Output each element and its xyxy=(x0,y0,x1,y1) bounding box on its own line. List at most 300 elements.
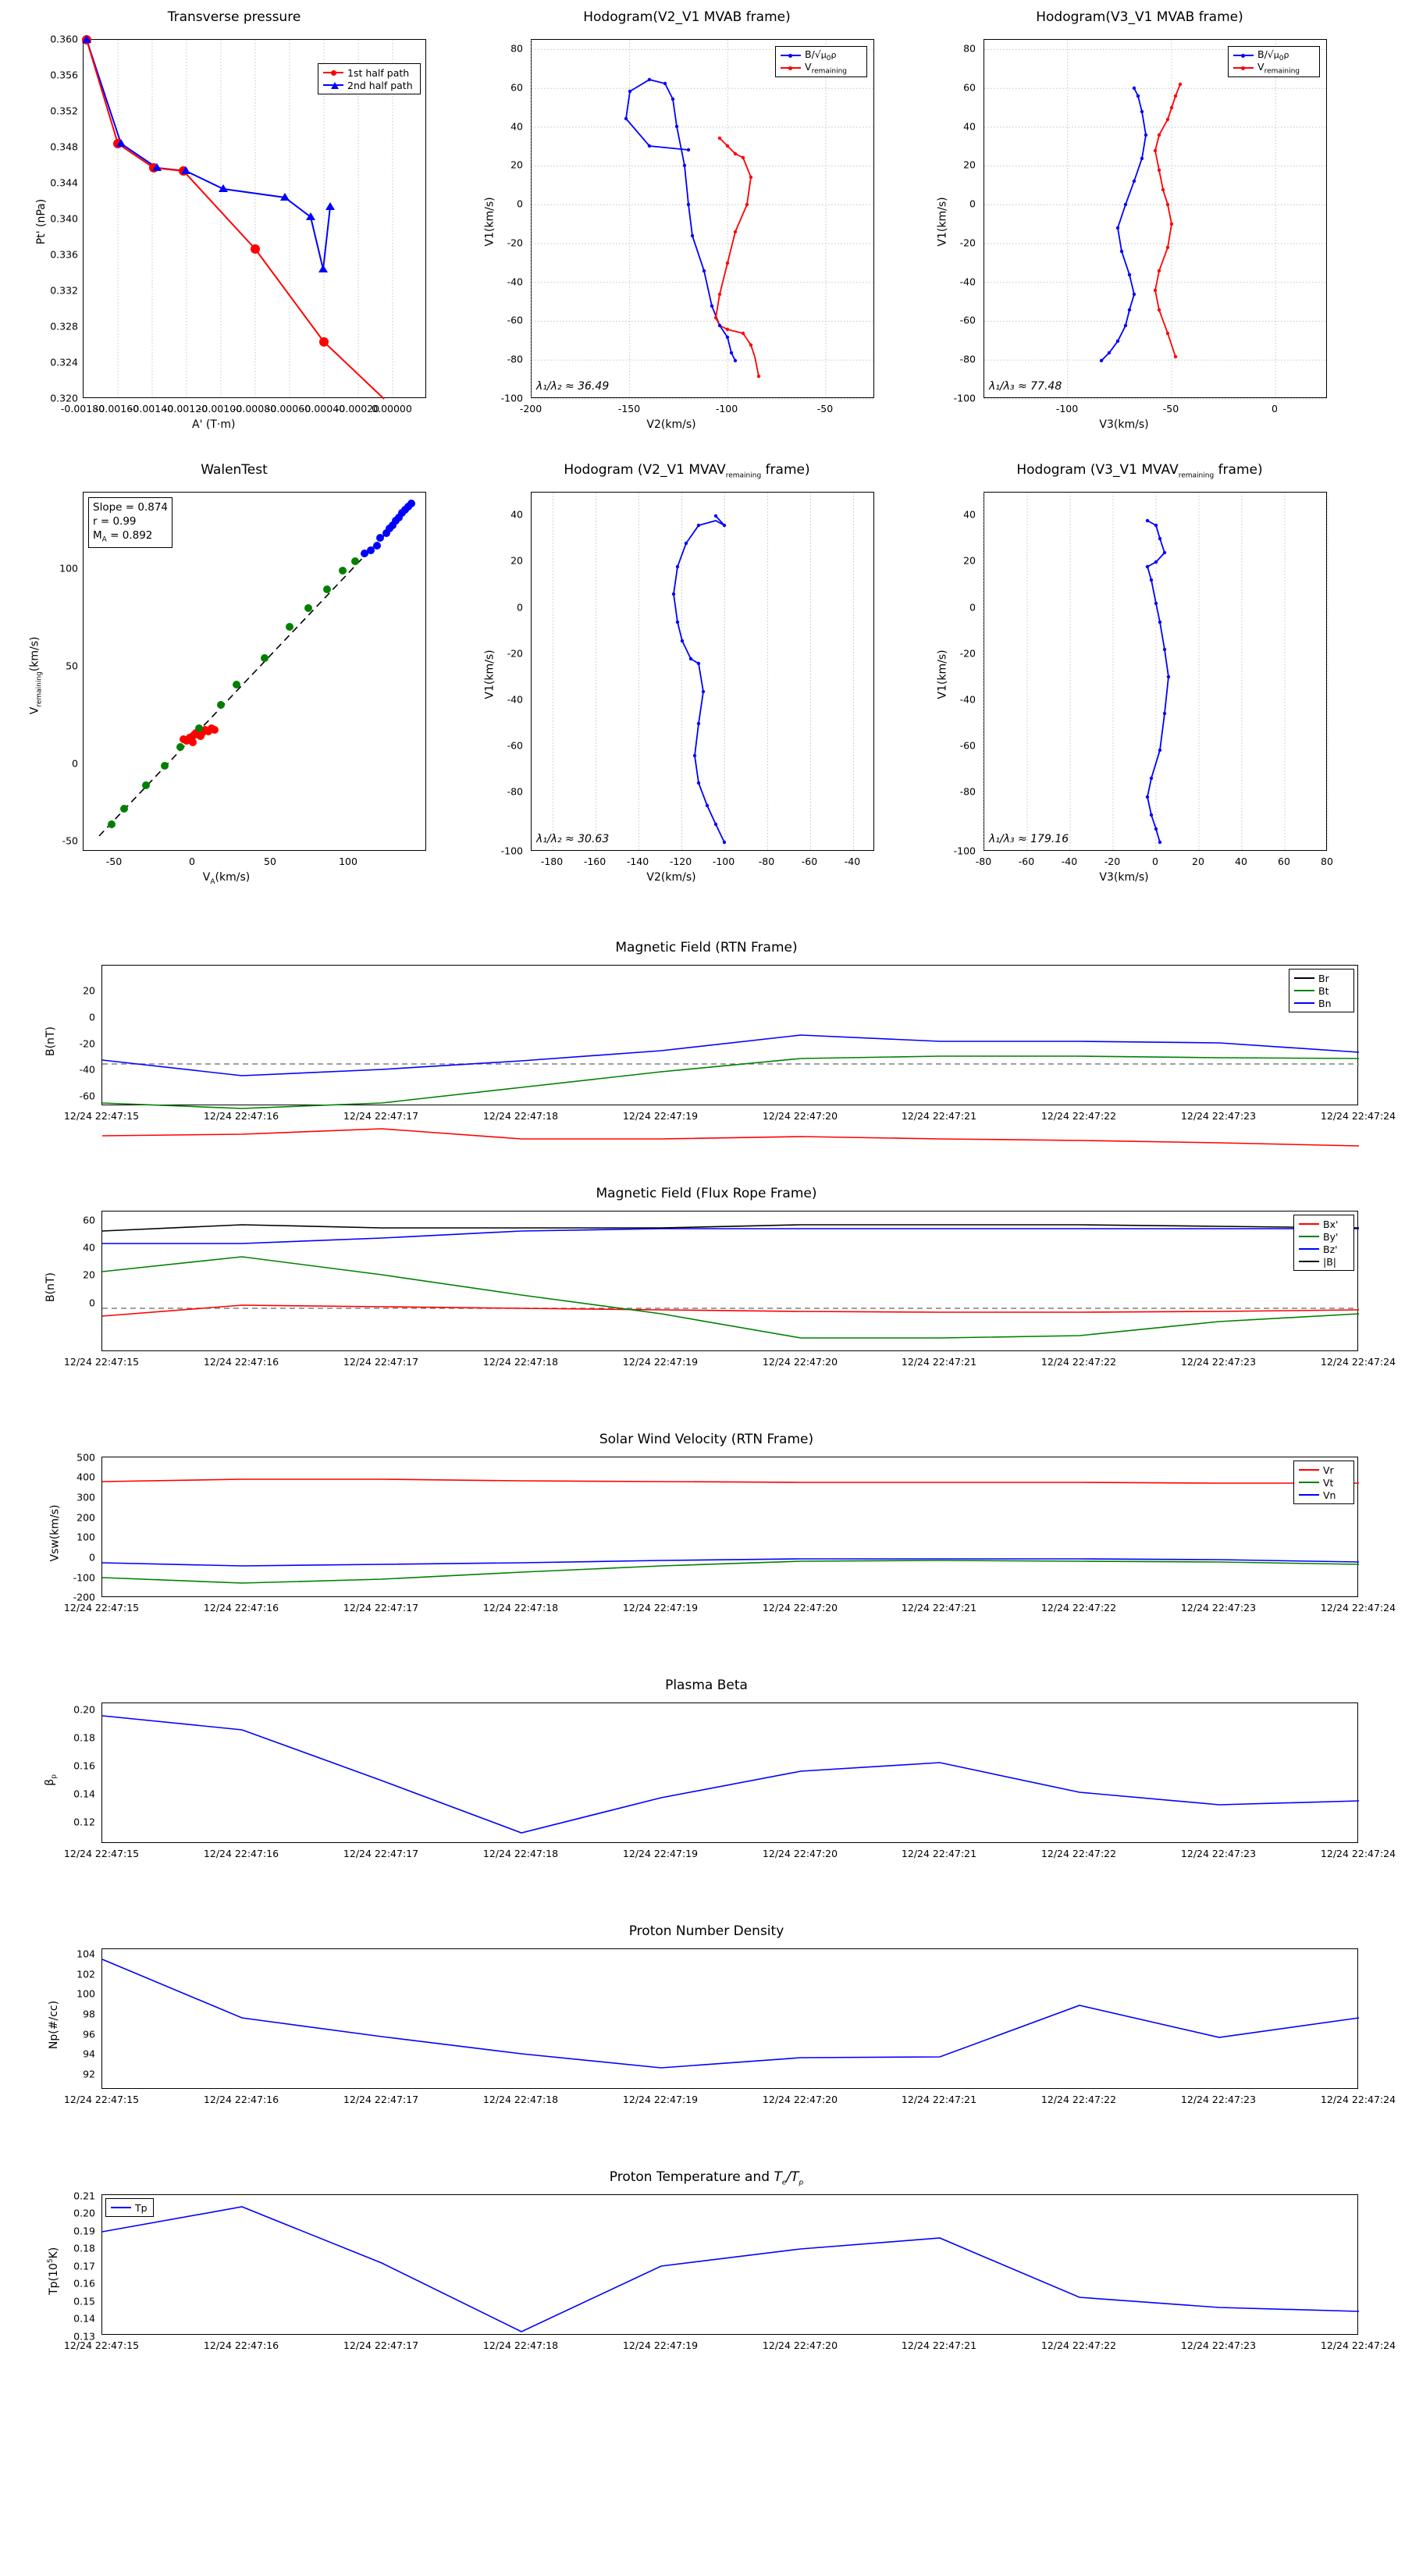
plot-svg xyxy=(102,2195,1359,2336)
plot-svg xyxy=(984,493,1328,852)
xtick-time: 12/24 22:47:21 xyxy=(901,1602,977,1614)
series-group3-blue xyxy=(361,500,415,557)
y-axis-label: $V_{remaining}(km/s)$ xyxy=(28,636,44,715)
ytick: -100 xyxy=(953,845,976,857)
legend-row xyxy=(1299,1218,1349,1230)
ytick: 92 xyxy=(83,2068,95,2080)
xtick-time: 12/24 22:47:22 xyxy=(1040,2339,1117,2351)
legend-label: Vt xyxy=(1323,1476,1334,1489)
xtick: -50 xyxy=(816,403,834,415)
ytick: -100 xyxy=(953,392,976,404)
legend-label: 2nd half path xyxy=(347,79,413,91)
ytick: 0 xyxy=(72,757,78,770)
plot-area xyxy=(101,1948,1358,2089)
xtick-time: 12/24 22:47:15 xyxy=(63,1110,140,1122)
xtick-time: 12/24 22:47:22 xyxy=(1040,1110,1117,1122)
panel-title: Magnetic Field (RTN Frame) xyxy=(615,940,798,955)
plot-svg xyxy=(102,1457,1359,1598)
legend-label: Br xyxy=(1318,972,1329,984)
series-Bmag xyxy=(102,1225,1359,1231)
series-proton-temperature xyxy=(102,2207,1359,2332)
y-axis-label: Pt' (nPa) xyxy=(35,198,48,245)
legend-row xyxy=(1233,49,1314,62)
legend-row xyxy=(1299,1489,1349,1501)
xtick: -100 xyxy=(712,856,735,867)
xtick: -0.00080 xyxy=(232,403,277,415)
plot-svg xyxy=(984,40,1328,399)
xtick-time: 12/24 22:47:18 xyxy=(482,1110,559,1122)
plot-area xyxy=(83,39,426,398)
x-axis-label: V3(km/s) xyxy=(1099,871,1149,884)
panel-title: Proton Temperature and $T_e/T_p$ xyxy=(609,2169,804,2187)
ytick: -20 xyxy=(959,647,976,660)
gridlines xyxy=(553,493,854,852)
xtick: -0.00160 xyxy=(94,403,140,415)
series-b-markers xyxy=(1146,519,1170,844)
plot-area xyxy=(984,39,1327,398)
gridlines xyxy=(984,493,1328,852)
ytick: 0.21 xyxy=(73,2190,95,2202)
x-axis-label: V2(km/s) xyxy=(646,871,696,884)
ytick: 100 xyxy=(76,1987,95,2000)
xtick-time: 12/24 22:47:16 xyxy=(203,2339,279,2351)
ytick: 0.16 xyxy=(73,1759,95,1772)
legend-row xyxy=(1294,997,1349,1009)
xtick-time: 12/24 22:47:20 xyxy=(762,1110,838,1122)
xtick-time: 12/24 22:47:17 xyxy=(343,1602,419,1614)
xtick: 0 xyxy=(1152,856,1158,867)
ytick: 0 xyxy=(969,197,976,210)
ytick: -60 xyxy=(959,314,976,326)
xtick: 80 xyxy=(1321,856,1333,867)
legend-row xyxy=(1233,62,1314,74)
ytick: -50 xyxy=(62,834,78,847)
xtick-time: 12/24 22:47:20 xyxy=(762,2094,838,2105)
series-Br xyxy=(102,1129,1359,1146)
ytick: 50 xyxy=(66,660,78,672)
legend-label: |B| xyxy=(1323,1255,1336,1268)
xtick: -0.00140 xyxy=(129,403,174,415)
ytick: 0.17 xyxy=(73,2260,95,2272)
ytick: 0.320 xyxy=(50,392,78,404)
ytick: 0 xyxy=(517,197,523,210)
ytick: 20 xyxy=(510,554,523,567)
legend-row xyxy=(1294,984,1349,997)
legend-row xyxy=(781,62,862,74)
walen-slope: Slope = 0.874 xyxy=(93,501,168,514)
ytick: 0.14 xyxy=(73,2312,95,2325)
legend-label: Bz' xyxy=(1323,1243,1338,1255)
xtick-time: 12/24 22:47:18 xyxy=(482,1602,559,1614)
panel-title: Proton Number Density xyxy=(628,1923,784,1939)
series-plasma-beta xyxy=(102,1716,1359,1833)
legend-line-br xyxy=(1294,977,1314,979)
x-axis-label: V2(km/s) xyxy=(646,418,696,431)
ytick: 20 xyxy=(83,1268,95,1281)
ytick: -100 xyxy=(500,392,523,404)
series-By xyxy=(102,1257,1359,1338)
y-axis-label: B(nT) xyxy=(44,1272,57,1302)
series-Bz xyxy=(102,1229,1359,1244)
xtick: -100 xyxy=(1055,403,1079,415)
legend-label: Vn xyxy=(1323,1489,1336,1501)
legend-row xyxy=(1299,1230,1349,1243)
series-b-alfven xyxy=(626,80,735,361)
legend-line-blue xyxy=(781,55,801,56)
xtick-time: 12/24 22:47:17 xyxy=(343,1848,419,1859)
xtick: -0.00100 xyxy=(197,403,243,415)
xtick-time: 12/24 22:47:21 xyxy=(901,1848,977,1859)
xtick-time: 12/24 22:47:15 xyxy=(63,1848,140,1859)
xtick-time: 12/24 22:47:17 xyxy=(343,1110,419,1122)
series-v-remaining xyxy=(716,138,759,376)
ytick: 98 xyxy=(83,2008,95,2020)
series-Bn xyxy=(102,1035,1359,1076)
xtick-time: 12/24 22:47:21 xyxy=(901,2339,977,2351)
xtick-time: 12/24 22:47:22 xyxy=(1040,1356,1117,1368)
x-axis-label: A' (T·m) xyxy=(192,418,236,431)
xtick-time: 12/24 22:47:24 xyxy=(1320,1356,1396,1368)
legend-velocity xyxy=(1293,1461,1354,1504)
gridlines xyxy=(532,40,875,399)
ytick: 0 xyxy=(89,1551,95,1564)
ytick: 100 xyxy=(59,562,78,575)
ytick: 0.18 xyxy=(73,1731,95,1744)
series-2nd-half-path xyxy=(87,40,330,269)
xtick-time: 12/24 22:47:23 xyxy=(1180,2339,1257,2351)
xtick-time: 12/24 22:47:19 xyxy=(622,2339,699,2351)
xtick: 100 xyxy=(339,856,357,867)
xtick-time: 12/24 22:47:15 xyxy=(63,1356,140,1368)
ytick: 40 xyxy=(510,120,523,133)
y-axis-label: V1(km/s) xyxy=(483,649,496,699)
ytick: 0.18 xyxy=(73,2242,95,2254)
eigenvalue-ratio-annotation: λ₁/λ₂ ≈ 30.63 xyxy=(536,833,610,845)
legend-row xyxy=(781,49,862,62)
legend-line-bx xyxy=(1299,1223,1319,1225)
legend-line-tp xyxy=(111,2207,131,2208)
legend-line-red xyxy=(1233,67,1254,69)
legend-proton-temperature xyxy=(105,2198,154,2217)
walen-ma: $M_A = 0.892$ xyxy=(93,529,153,545)
legend-label: Bx' xyxy=(1323,1218,1339,1230)
ytick: 0.356 xyxy=(50,69,78,81)
plot-svg xyxy=(102,1949,1359,2090)
xtick-time: 12/24 22:47:16 xyxy=(203,2094,279,2105)
series-b-alfven xyxy=(674,516,724,842)
legend-row xyxy=(323,66,415,79)
x-axis-label: $V_A(km/s)$ xyxy=(202,871,251,886)
xtick: 0 xyxy=(1272,403,1278,415)
xtick-time: 12/24 22:47:24 xyxy=(1320,1110,1396,1122)
xtick: -60 xyxy=(801,856,818,867)
xtick-time: 12/24 22:47:23 xyxy=(1180,2094,1257,2105)
xtick: -60 xyxy=(1018,856,1035,867)
legend-line-blue xyxy=(1233,55,1254,56)
ytick: 94 xyxy=(83,2048,95,2060)
xtick-time: 12/24 22:47:18 xyxy=(482,1848,559,1859)
plot-area xyxy=(83,492,426,851)
ytick: 200 xyxy=(76,1511,95,1524)
ytick: -20 xyxy=(507,237,523,249)
ytick: -60 xyxy=(959,739,976,752)
plot-area xyxy=(101,1703,1358,1843)
xtick: -0.00060 xyxy=(266,403,311,415)
xtick-time: 12/24 22:47:15 xyxy=(63,2094,140,2105)
x-axis-label: V3(km/s) xyxy=(1099,418,1149,431)
xtick: -180 xyxy=(540,856,564,867)
ytick: 102 xyxy=(76,1968,95,1980)
panel-hodogram-v2v1-mvab xyxy=(483,9,890,431)
xtick: 0.00000 xyxy=(372,403,412,415)
xtick: -100 xyxy=(715,403,738,415)
ytick: 0.13 xyxy=(73,2330,95,2343)
ytick: 96 xyxy=(83,2028,95,2041)
ytick: 0 xyxy=(517,601,523,614)
plot-area xyxy=(101,965,1358,1105)
ytick: 0.12 xyxy=(73,1816,95,1828)
ytick: 0.348 xyxy=(50,141,78,153)
panel-title: WalenTest xyxy=(201,462,268,478)
ytick: 40 xyxy=(510,508,523,521)
panel-proton-temperature xyxy=(47,2169,1396,2377)
y-axis-label: $Tp(10^5K)$ xyxy=(47,2247,60,2295)
panel-solar-wind-velocity-rtn xyxy=(47,1432,1396,1639)
ytick: -20 xyxy=(507,647,523,660)
xtick-time: 12/24 22:47:16 xyxy=(203,1848,279,1859)
series-Vr xyxy=(102,1479,1359,1483)
ytick: 104 xyxy=(76,1948,95,1960)
legend-hodogram-2 xyxy=(1228,46,1320,77)
ytick: -60 xyxy=(507,314,523,326)
ytick: 0.336 xyxy=(50,248,78,261)
panel-title: Hodogram (V2_V1 $MVAV_{remaining}$ frame) xyxy=(564,462,810,480)
legend-line-red xyxy=(323,72,343,73)
legend-line-vt xyxy=(1299,1482,1319,1483)
panel-title: Magnetic Field (Flux Rope Frame) xyxy=(596,1186,817,1201)
ytick: 40 xyxy=(963,120,976,133)
ytick: 500 xyxy=(76,1451,95,1464)
xtick-time: 12/24 22:47:24 xyxy=(1320,2339,1396,2351)
panel-title: Hodogram(V2_V1 MVAB frame) xyxy=(583,9,791,25)
ytick: 0 xyxy=(969,601,976,614)
xtick-time: 12/24 22:47:23 xyxy=(1180,1602,1257,1614)
series-2nd-half-markers xyxy=(82,35,335,272)
legend-label: $V_{remaining}$ xyxy=(1257,60,1300,76)
legend-row xyxy=(111,2201,148,2214)
ytick: -40 xyxy=(507,693,523,706)
legend-row xyxy=(1299,1243,1349,1255)
ytick: -20 xyxy=(79,1037,95,1050)
plot-area xyxy=(101,1457,1358,1597)
y-axis-label: V1(km/s) xyxy=(936,649,949,699)
eigenvalue-ratio-annotation: λ₁/λ₃ ≈ 77.48 xyxy=(989,380,1062,393)
xtick-time: 12/24 22:47:20 xyxy=(762,1602,838,1614)
xtick: 20 xyxy=(1192,856,1204,867)
plot-svg xyxy=(532,493,875,852)
y-axis-label: $\beta_p$ xyxy=(43,1774,59,1786)
legend-label: $B/√\mu_0\rho$ xyxy=(1257,48,1289,63)
ytick: 400 xyxy=(76,1471,95,1483)
ytick: 80 xyxy=(963,42,976,55)
plot-svg xyxy=(102,1212,1359,1352)
legend-mag-flux-rope xyxy=(1293,1215,1354,1271)
series-v-remaining xyxy=(1155,84,1180,357)
ytick: -100 xyxy=(500,845,523,857)
series-Bx xyxy=(102,1305,1359,1316)
xtick: -0.00040 xyxy=(301,403,346,415)
ytick: 20 xyxy=(963,158,976,171)
ytick: 20 xyxy=(83,984,95,997)
ytick: 20 xyxy=(963,554,976,567)
panel-title: Hodogram (V3_V1 $MVAV_{remaining}$ frame) xyxy=(1016,462,1263,480)
xtick: -140 xyxy=(626,856,649,867)
ytick: -100 xyxy=(73,1571,95,1584)
ytick: 60 xyxy=(510,81,523,94)
eigenvalue-ratio-annotation: λ₁/λ₃ ≈ 179.16 xyxy=(989,833,1069,845)
ytick: 0.14 xyxy=(73,1788,95,1800)
xtick-time: 12/24 22:47:23 xyxy=(1180,1848,1257,1859)
panel-hodogram-v3v1-mvab xyxy=(936,9,1343,431)
ytick: -60 xyxy=(79,1090,95,1102)
xtick: 50 xyxy=(264,856,276,867)
legend-transverse-pressure xyxy=(318,63,421,94)
ytick: 0.15 xyxy=(73,2295,95,2307)
legend-label: Vr xyxy=(1323,1464,1334,1476)
ytick: 80 xyxy=(510,42,523,55)
xtick: -50 xyxy=(105,856,123,867)
ytick: -60 xyxy=(507,739,523,752)
ytick: -40 xyxy=(959,693,976,706)
legend-label: 1st half path xyxy=(347,66,410,79)
xtick-time: 12/24 22:47:17 xyxy=(343,1356,419,1368)
panel-walen-test xyxy=(28,462,437,886)
xtick-time: 12/24 22:47:21 xyxy=(901,1110,977,1122)
ytick: -40 xyxy=(507,276,523,288)
ytick: 0.20 xyxy=(73,1703,95,1716)
series-v-markers xyxy=(714,137,760,378)
legend-label: $B/√\mu_0\rho$ xyxy=(805,48,837,63)
panel-magnetic-field-flux-rope xyxy=(44,1186,1396,1393)
y-axis-label: V1(km/s) xyxy=(483,197,496,247)
panel-proton-number-density xyxy=(47,1923,1396,2131)
walen-r: r = 0.99 xyxy=(93,515,137,528)
series-proton-density xyxy=(102,1959,1359,2068)
xtick: -200 xyxy=(519,403,542,415)
ytick: -80 xyxy=(959,785,976,798)
plot-svg xyxy=(102,966,1359,1106)
xtick-time: 12/24 22:47:23 xyxy=(1180,1356,1257,1368)
xtick: 40 xyxy=(1235,856,1247,867)
xtick: -0.00020 xyxy=(335,403,380,415)
ytick: -200 xyxy=(73,1591,95,1603)
xtick-time: 12/24 22:47:19 xyxy=(622,1110,699,1122)
panel-hodogram-v2v1-mvav xyxy=(483,462,890,884)
ytick: -40 xyxy=(959,276,976,288)
xtick-time: 12/24 22:47:24 xyxy=(1320,2094,1396,2105)
xtick: -160 xyxy=(583,856,606,867)
xtick-time: 12/24 22:47:18 xyxy=(482,2094,559,2105)
legend-line-bz xyxy=(1299,1248,1319,1250)
ytick: 0 xyxy=(89,1297,95,1309)
xtick: -40 xyxy=(1061,856,1078,867)
ytick: 0.340 xyxy=(50,212,78,225)
ytick: -80 xyxy=(507,785,523,798)
plot-svg xyxy=(102,1703,1359,1844)
ytick: 60 xyxy=(83,1214,95,1226)
xtick: -150 xyxy=(617,403,641,415)
xtick-time: 12/24 22:47:22 xyxy=(1040,2094,1117,2105)
plot-area xyxy=(531,39,874,398)
xtick-time: 12/24 22:47:20 xyxy=(762,1356,838,1368)
xtick-time: 12/24 22:47:18 xyxy=(482,2339,559,2351)
legend-line-by xyxy=(1299,1236,1319,1237)
ytick: 40 xyxy=(83,1241,95,1254)
series-b-alfven xyxy=(1101,88,1146,361)
gridlines xyxy=(984,40,1328,399)
xtick: -40 xyxy=(844,856,861,867)
ytick: 0.328 xyxy=(50,320,78,333)
xtick-time: 12/24 22:47:16 xyxy=(203,1356,279,1368)
ytick: 0.332 xyxy=(50,284,78,297)
xtick-time: 12/24 22:47:19 xyxy=(622,1356,699,1368)
xtick-time: 12/24 22:47:22 xyxy=(1040,1848,1117,1859)
xtick-time: 12/24 22:47:18 xyxy=(482,1356,559,1368)
ytick: 40 xyxy=(963,508,976,521)
panel-title: Hodogram(V3_V1 MVAB frame) xyxy=(1036,9,1243,25)
xtick-time: 12/24 22:47:24 xyxy=(1320,1848,1396,1859)
panel-magnetic-field-rtn xyxy=(44,940,1396,1147)
legend-line-bmag xyxy=(1299,1261,1319,1262)
plot-svg xyxy=(532,40,875,399)
ytick: -40 xyxy=(79,1063,95,1076)
series-v-markers xyxy=(1154,83,1182,358)
ytick: 0.20 xyxy=(73,2207,95,2219)
legend-line-bt xyxy=(1294,990,1314,991)
ytick: 0.324 xyxy=(50,356,78,368)
ytick: 20 xyxy=(510,158,523,171)
y-axis-label: V1(km/s) xyxy=(936,197,949,247)
legend-row xyxy=(323,79,415,91)
legend-row xyxy=(1299,1464,1349,1476)
xtick-time: 12/24 22:47:17 xyxy=(343,2094,419,2105)
xtick: 0 xyxy=(189,856,195,867)
series-b-markers xyxy=(624,78,737,362)
legend-hodogram-1 xyxy=(775,46,867,77)
ytick: -80 xyxy=(959,353,976,365)
panel-transverse-pressure xyxy=(31,9,437,431)
series-b-markers xyxy=(672,514,726,844)
legend-mag-rtn xyxy=(1289,969,1354,1012)
xtick: -120 xyxy=(669,856,692,867)
xtick: -0.00180 xyxy=(60,403,105,415)
xtick: -0.00120 xyxy=(163,403,208,415)
y-axis-label: B(nT) xyxy=(44,1026,57,1056)
y-axis-label: Np(#/cc) xyxy=(48,2000,61,2050)
ytick: -20 xyxy=(959,237,976,249)
legend-row xyxy=(1299,1476,1349,1489)
ytick: 0.16 xyxy=(73,2277,95,2290)
legend-label: Bt xyxy=(1318,984,1329,997)
xtick: -80 xyxy=(975,856,992,867)
plot-area xyxy=(101,2194,1358,2335)
panel-plasma-beta xyxy=(43,1678,1396,1885)
panel-title: Plasma Beta xyxy=(665,1678,748,1693)
xtick-time: 12/24 22:47:22 xyxy=(1040,1602,1117,1614)
series-Vn xyxy=(102,1559,1359,1566)
eigenvalue-ratio-annotation: λ₁/λ₂ ≈ 36.49 xyxy=(536,380,610,393)
ytick: 60 xyxy=(963,81,976,94)
